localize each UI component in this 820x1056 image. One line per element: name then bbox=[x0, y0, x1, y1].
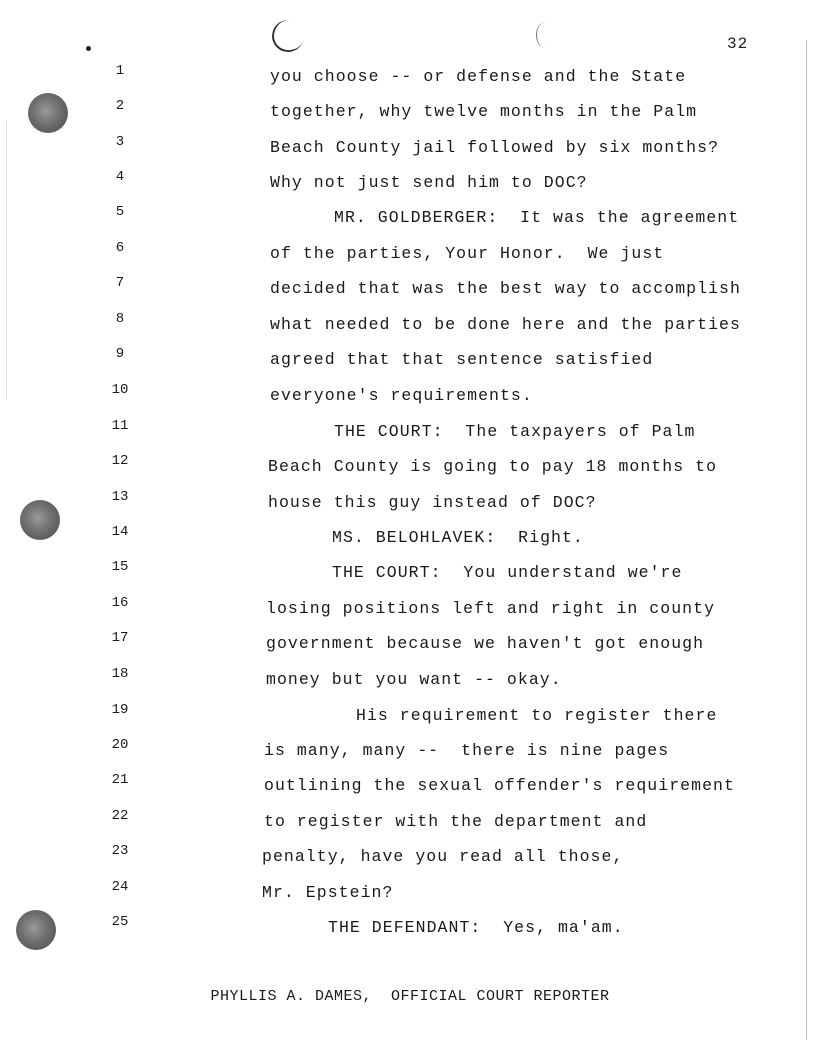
line-number: 25 bbox=[111, 914, 129, 930]
transcript-line: government because we haven't got enough bbox=[266, 634, 705, 653]
transcript-line: together, why twelve months in the Palm bbox=[270, 102, 698, 121]
punch-hole-bottom bbox=[16, 910, 56, 950]
transcript-line: money but you want -- okay. bbox=[266, 670, 562, 689]
line-number: 7 bbox=[115, 275, 125, 291]
line-number: 10 bbox=[111, 382, 129, 398]
transcript-line: what needed to be done here and the parties bbox=[270, 315, 741, 334]
transcript-line: you choose -- or defense and the State bbox=[270, 67, 687, 86]
speaker-line: MS. BELOHLAVEK: Right. bbox=[332, 528, 584, 547]
scan-speck bbox=[86, 46, 91, 51]
transcript-line: Mr. Epstein? bbox=[262, 883, 394, 902]
line-number: 22 bbox=[111, 808, 129, 824]
transcript-line: Why not just send him to DOC? bbox=[270, 173, 588, 192]
punch-hole-middle bbox=[20, 500, 60, 540]
transcript-line: agreed that that sentence satisfied bbox=[270, 350, 654, 369]
transcript-line: losing positions left and right in county bbox=[266, 599, 716, 618]
line-number: 24 bbox=[111, 879, 129, 895]
punch-hole-top bbox=[28, 93, 68, 133]
line-number: 20 bbox=[111, 737, 129, 753]
transcript-line: decided that was the best way to accomplish bbox=[270, 279, 741, 298]
scan-edge-left bbox=[6, 120, 7, 400]
scan-edge-right bbox=[806, 40, 807, 1040]
speaker-line: MR. GOLDBERGER: It was the agreement bbox=[334, 208, 740, 227]
line-number: 12 bbox=[111, 453, 129, 469]
speaker-line: THE COURT: The taxpayers of Palm bbox=[334, 422, 696, 441]
speaker-line: THE COURT: You understand we're bbox=[332, 563, 683, 582]
transcript-line: His requirement to register there bbox=[356, 706, 718, 725]
transcript-line: house this guy instead of DOC? bbox=[268, 493, 597, 512]
transcript-line: of the parties, Your Honor. We just bbox=[270, 244, 665, 263]
line-number: 17 bbox=[111, 630, 129, 646]
scan-mark-right bbox=[536, 22, 555, 48]
line-number: 15 bbox=[111, 559, 129, 575]
transcript-line: everyone's requirements. bbox=[270, 386, 533, 405]
line-number: 19 bbox=[111, 702, 129, 718]
line-number: 16 bbox=[111, 595, 129, 611]
transcript-line: Beach County is going to pay 18 months to bbox=[268, 457, 718, 476]
line-number: 13 bbox=[111, 489, 129, 505]
transcript-line: penalty, have you read all those, bbox=[262, 847, 624, 866]
line-number: 1 bbox=[115, 63, 125, 79]
transcript-line: to register with the department and bbox=[264, 812, 648, 831]
page-number: 32 bbox=[727, 35, 749, 53]
line-number: 3 bbox=[115, 134, 125, 150]
line-number: 21 bbox=[111, 772, 129, 788]
line-number: 9 bbox=[115, 346, 125, 362]
scan-mark-left bbox=[269, 17, 306, 54]
transcript-line: is many, many -- there is nine pages bbox=[264, 741, 670, 760]
speaker-line: THE DEFENDANT: Yes, ma'am. bbox=[328, 918, 624, 937]
line-number: 6 bbox=[115, 240, 125, 256]
line-number: 4 bbox=[115, 169, 125, 185]
line-number: 11 bbox=[111, 418, 129, 434]
transcript-line: Beach County jail followed by six months? bbox=[270, 138, 720, 157]
line-number: 14 bbox=[111, 524, 129, 540]
court-reporter-footer: PHYLLIS A. DAMES, OFFICIAL COURT REPORTER bbox=[210, 988, 610, 1005]
line-number: 2 bbox=[115, 98, 125, 114]
transcript-line: outlining the sexual offender's requirement bbox=[264, 776, 735, 795]
line-number: 8 bbox=[115, 311, 125, 327]
line-number: 18 bbox=[111, 666, 129, 682]
line-number: 23 bbox=[111, 843, 129, 859]
line-number: 5 bbox=[115, 204, 125, 220]
